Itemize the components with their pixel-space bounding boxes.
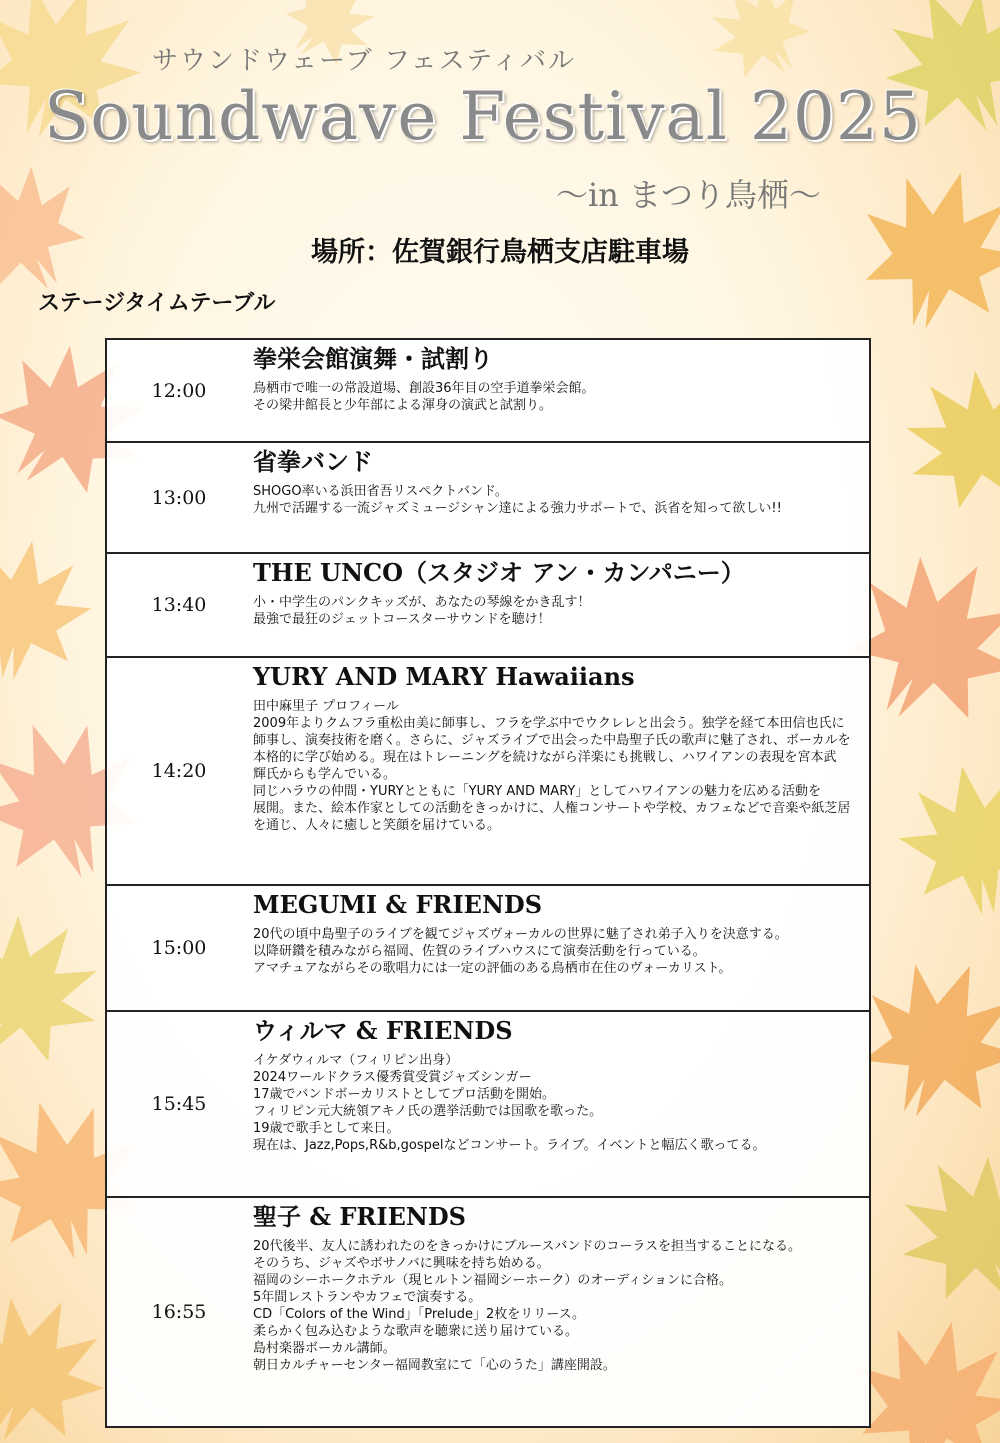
slot-time: 15:45 xyxy=(151,1093,207,1115)
act-description-line: 小・中学生のパンクキッズが、あなたの琴線をかき乱す！ xyxy=(253,595,591,610)
slot-details xyxy=(251,554,869,656)
slot-time: 16:55 xyxy=(151,1301,207,1323)
act-description-line: フィリピン元大統領アキノ氏の選挙活動では国歌を歌った。 xyxy=(253,1104,603,1119)
act-name: 拳栄会館演舞・試割り xyxy=(253,344,493,373)
act-description-line: CD「Colors of the Wind」「Prelude」2枚をリリース。 xyxy=(253,1307,586,1322)
act-description-line: 島村楽器ボーカル講師。 xyxy=(253,1341,396,1356)
table-row xyxy=(107,1012,869,1198)
act-name: YURY AND MARY Hawaiians xyxy=(253,662,635,691)
act-name: THE UNCO（スタジオ アン・カンパニー） xyxy=(253,558,745,587)
act-description-line: を通じ、人々に癒しと笑顔を届けている。 xyxy=(253,818,501,833)
act-description-line: 2024ワールドクラス優秀賞受賞ジャズシンガー xyxy=(253,1070,532,1085)
slot-time: 13:00 xyxy=(151,486,207,509)
stage-timetable xyxy=(105,338,871,1428)
slot-time: 13:40 xyxy=(151,594,207,616)
act-description-line: 師事し、演奏技術を磨く。さらに、ジャズライブで出会った中島聖子氏の歌声に魅了され、ボーカルを xyxy=(253,733,851,748)
table-row xyxy=(107,554,869,658)
act-description-line: 本格的に学び始める。現在はトレーニングを続けながら洋楽にも挑戦し、ハワイアンの表現を宮本武 xyxy=(253,750,837,765)
slot-time: 15:00 xyxy=(151,937,207,959)
festival-title: Soundwave Festival 2025 xyxy=(44,78,922,155)
act-description-line: 19歳で歌手として来日。 xyxy=(253,1121,400,1136)
act-description-line: アマチュアながらその歌唱力には一定の評価のある鳥栖市在住のヴォーカリスト。 xyxy=(253,961,732,976)
act-description-line: 同じハラウの仲間・YURYとともに「YURY AND MARY」としてハワイアンの魅力を広める活動を xyxy=(253,784,822,799)
act-description-line: 展開。また、絵本作家としての活動をきっかけに、人権コンサートや学校、カフェなどで音楽や紙芝居 xyxy=(253,801,851,816)
act-description-line: 九州で活躍する一流ジャズミュージシャン達による強力サポートで、浜省を知って欲しい!! xyxy=(253,501,782,516)
table-row xyxy=(107,886,869,1012)
act-description-line: 柔らかく包み込むような歌声を聴衆に送り届けている。 xyxy=(253,1324,579,1339)
timetable-heading: ステージタイムテーブル xyxy=(38,291,276,316)
act-description-line: 17歳でバンドボーカリストとしてプロ活動を開始。 xyxy=(253,1087,556,1102)
act-name: ウィルマ & FRIENDS xyxy=(253,1016,513,1045)
act-description-line: 2009年よりクムフラ重松由美に師事し、フラを学ぶ中でウクレレと出会う。独学を経て本田信也氏に xyxy=(253,716,845,731)
slot-details xyxy=(251,886,869,1010)
act-description-line: 輝氏からも学んでいる。 xyxy=(253,767,397,782)
table-row xyxy=(107,340,869,443)
table-row xyxy=(107,658,869,886)
act-description-line: その梁井館長と少年部による渾身の演武と試割り。 xyxy=(253,398,553,413)
act-description-line: 20代後半、友人に誘われたのをきっかけにブルースバンドのコーラスを担当することになる。 xyxy=(253,1239,801,1254)
slot-details xyxy=(251,340,869,441)
venue-label: 場所：佐賀銀行鳥栖支店駐車場 xyxy=(311,237,689,268)
slot-details xyxy=(251,1012,869,1196)
slot-time: 12:00 xyxy=(151,379,207,402)
act-description-line: 現在は、Jazz,Pops,R&b,gospelなどコンサート。ライブ。イベントと幅広く歌ってる。 xyxy=(253,1138,766,1153)
act-description-line: 20代の頃中島聖子のライブを観てジャズヴォーカルの世界に魅了され弟子入りを決意する。 xyxy=(253,927,788,942)
act-description-line: イケダウィルマ（フィリピン出身） xyxy=(253,1053,459,1068)
slot-details xyxy=(251,1198,869,1426)
act-description-line: 福岡のシーホークホテル（現ヒルトン福岡シーホーク）のオーディションに合格。 xyxy=(253,1273,733,1288)
act-description-line: 以降研鑽を積みながら福岡、佐賀のライブハウスにて演奏活動を行っている。 xyxy=(253,944,706,959)
festival-subtitle: ～in まつり鳥栖～ xyxy=(556,176,822,214)
festival-kana-title: サウンドウェーブ フェスティバル xyxy=(152,46,577,76)
act-description-line: 朝日カルチャーセンター福岡教室にて「心のうた」講座開設。 xyxy=(253,1358,616,1373)
slot-time: 14:20 xyxy=(151,760,207,782)
act-description-line: 田中麻里子 プロフィール xyxy=(253,699,399,714)
act-description-line: 鳥栖市で唯一の常設道場、創設36年目の空手道拳栄会館。 xyxy=(253,381,595,396)
slot-details xyxy=(251,658,869,884)
table-row xyxy=(107,443,869,554)
act-description-line: そのうち、ジャズやボサノバに興味を持ち始める。 xyxy=(253,1256,550,1271)
table-row xyxy=(107,1198,869,1426)
slot-details xyxy=(251,443,869,552)
act-name: MEGUMI & FRIENDS xyxy=(253,890,543,919)
act-description-line: 5年間レストランやカフェで演奏する。 xyxy=(253,1290,482,1305)
act-description-line: SHOGO率いる浜田省吾リスペクトバンド。 xyxy=(253,484,508,499)
act-description-line: 最強で最狂のジェットコースターサウンドを聴け！ xyxy=(253,612,551,627)
act-name: 省拳バンド xyxy=(253,447,373,476)
act-name: 聖子 & FRIENDS xyxy=(253,1202,466,1231)
